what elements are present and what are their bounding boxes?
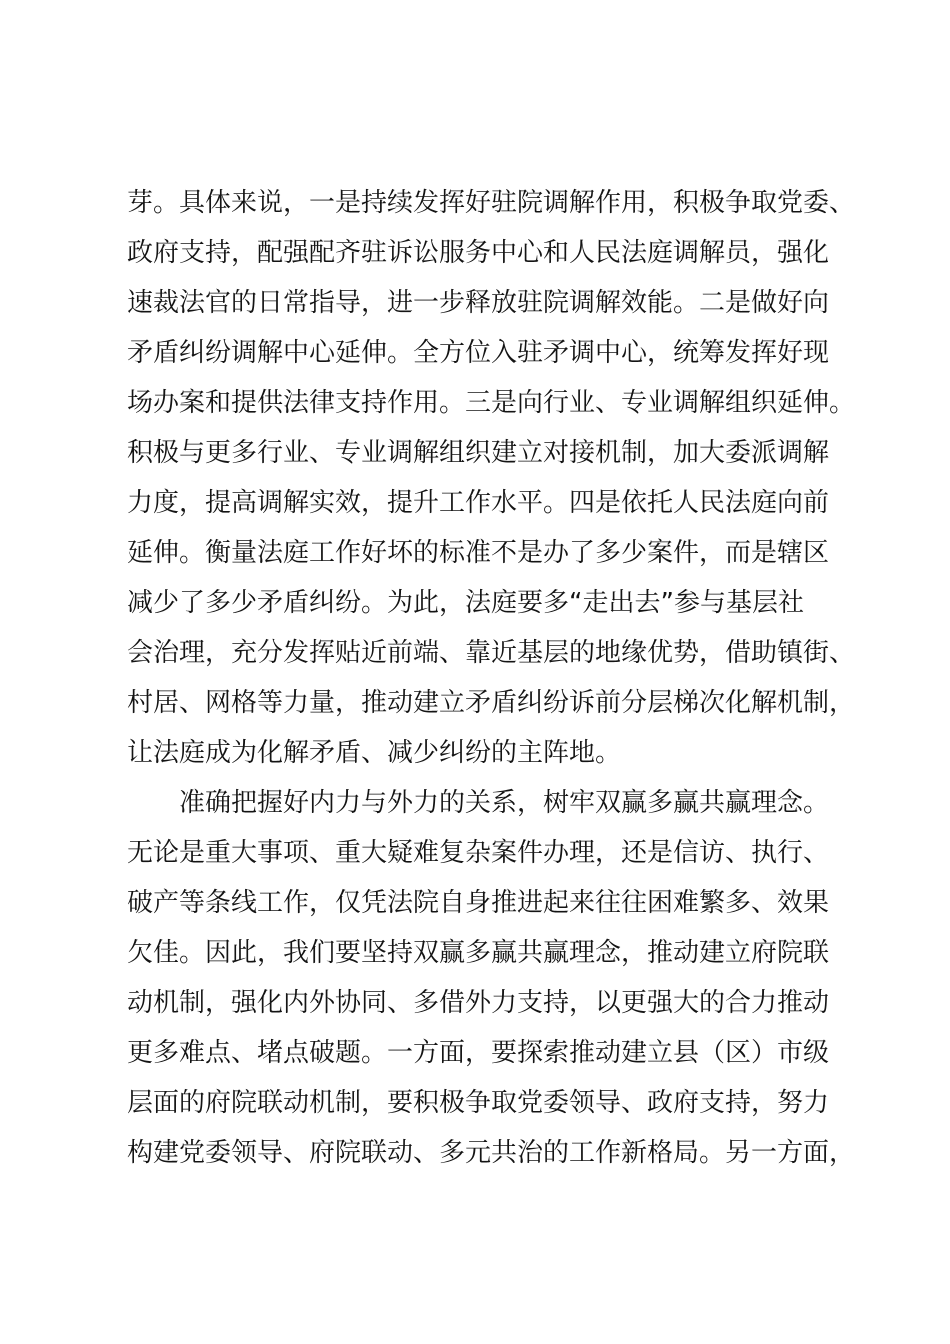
text-line: 速裁法官的日常指导，进一步释放驻院调解效能。二是做好向	[127, 288, 830, 318]
text-line: 层面的府院联动机制，要积极争取党委领导、政府支持，努力	[127, 1088, 830, 1118]
text-line: 更多难点、堵点破题。一方面，要探索推动建立县（区）市级	[127, 1038, 830, 1068]
text-line: 动机制，强化内外协同、多借外力支持，以更强大的合力推动	[127, 988, 830, 1018]
text-line: 村居、网格等力量，推动建立矛盾纠纷诉前分层梯次化解机制，	[127, 688, 856, 718]
text-line: 政府支持，配强配齐驻诉讼服务中心和人民法庭调解员，强化	[127, 238, 830, 268]
text-line: 破产等条线工作，仅凭法院自身推进起来往往困难繁多、效果	[127, 888, 830, 918]
text-line: 芽。具体来说，一是持续发挥好驻院调解作用，积极争取党委、	[127, 188, 856, 218]
text-line: 会治理，充分发挥贴近前端、靠近基层的地缘优势，借助镇街、	[127, 638, 856, 668]
text-line: 场办案和提供法律支持作用。三是向行业、专业调解组织延伸。	[127, 388, 856, 418]
text-line: 准确把握好内力与外力的关系，树牢双赢多赢共赢理念。	[179, 788, 830, 818]
text-line: 力度，提高调解实效，提升工作水平。四是依托人民法庭向前	[127, 488, 830, 518]
text-line: 无论是重大事项、重大疑难复杂案件办理，还是信访、执行、	[127, 838, 830, 868]
text-line: 积极与更多行业、专业调解组织建立对接机制，加大委派调解	[127, 438, 830, 468]
paragraph-1	[127, 178, 857, 778]
text-line: 让法庭成为化解矛盾、减少纠纷的主阵地。	[127, 738, 622, 768]
text-line: 矛盾纠纷调解中心延伸。全方位入驻矛调中心，统筹发挥好现	[127, 338, 830, 368]
text-line: 减少了多少矛盾纠纷。为此，法庭要多“走出去”参与基层社	[127, 588, 804, 618]
text-line: 延伸。衡量法庭工作好坏的标准不是办了多少案件，而是辖区	[127, 538, 830, 568]
text-line: 构建党委领导、府院联动、多元共治的工作新格局。另一方面，	[127, 1138, 856, 1168]
text-line: 欠佳。因此，我们要坚持双赢多赢共赢理念，推动建立府院联	[127, 938, 830, 968]
paragraph-2	[127, 778, 857, 1178]
body-text	[127, 178, 857, 1178]
